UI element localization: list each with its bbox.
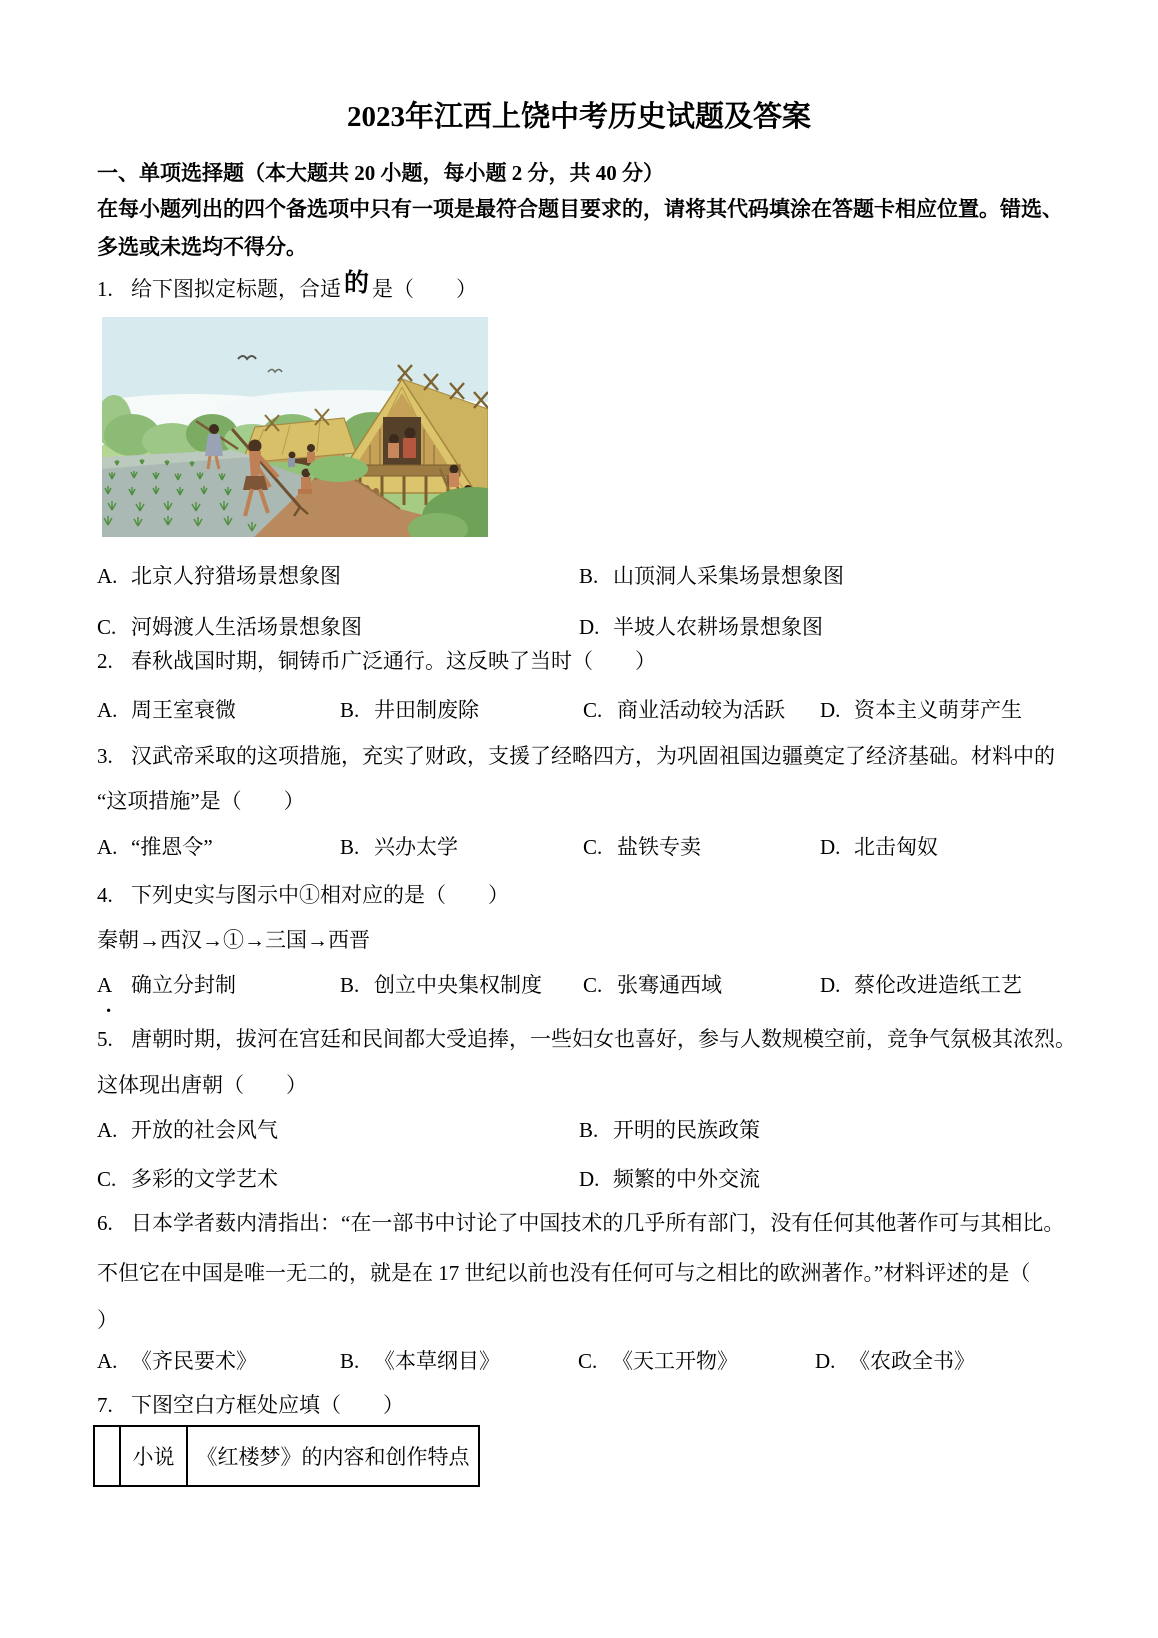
question-2-option-a: A. 周王室衰微 — [97, 698, 236, 722]
question-4-stem: 4. 下列史实与图示中①相对应的是（ ） — [97, 883, 509, 907]
question-1-illustration — [102, 317, 488, 537]
table-cell-blank — [94, 1426, 120, 1486]
question-7-table — [93, 1425, 480, 1487]
table-cell-description: 《红楼梦》的内容和创作特点 — [187, 1426, 479, 1486]
question-1-number: 1. — [97, 277, 113, 301]
question-5-option-a: A. 开放的社会风气 — [97, 1118, 278, 1142]
question-4-option-a: A 确立分封制 — [97, 973, 236, 997]
question-4-option-c: C. 张骞通西域 — [583, 973, 722, 997]
instructions-line-1: 在每小题列出的四个备选项中只有一项是最符合题目要求的，请将其代码填涂在答题卡相应位置。错选、 — [97, 197, 1063, 221]
question-4-option-d: D. 蔡伦改进造纸工艺 — [820, 973, 1022, 997]
question-5-stem-line2: 这体现出唐朝（ ） — [97, 1073, 307, 1097]
question-5-option-c: C. 多彩的文学艺术 — [97, 1167, 278, 1191]
question-5-option-b: B. 开明的民族政策 — [579, 1118, 760, 1142]
table-cell-category: 小说 — [120, 1426, 187, 1486]
question-6-option-a: A. 《齐民要术》 — [97, 1349, 257, 1373]
question-3-option-d: D. 北击匈奴 — [820, 835, 938, 859]
question-2-option-b: B. 井田制废除 — [340, 698, 479, 722]
question-1-option-a: A. 北京人狩猎场景想象图 — [97, 564, 341, 588]
instructions-line-2: 多选或未选均不得分。 — [97, 235, 307, 259]
question-1-stem: 1. 给下图拟定标题，合适 的 是（ ） — [97, 269, 477, 304]
question-4-timeline-diagram: 秦朝→西汉→①→三国→西晋 — [97, 928, 370, 952]
question-5-option-d: D. 频繁的中外交流 — [579, 1167, 760, 1191]
question-7-stem: 7. 下图空白方框处应填（ ） — [97, 1393, 404, 1417]
question-6-stem-line3: ） — [97, 1308, 118, 1332]
question-5-stem-line1: 5. 唐朝时期，拔河在宫廷和民间都大受追捧，一些妇女也喜好，参与人数规模空前，竞争气氛极其浓烈。 — [97, 1027, 1076, 1051]
bold-de-character: 的 — [344, 270, 370, 297]
question-2-option-c: C. 商业活动较为活跃 — [583, 698, 785, 722]
question-6-stem-line1: 6. 日本学者薮内清指出：“在一部书中讨论了中国技术的几乎所有部门，没有任何其他著作可与其相比。 — [97, 1211, 1065, 1235]
table-row — [94, 1426, 479, 1486]
question-3-stem-line2: “这项措施”是（ ） — [97, 789, 305, 813]
question-6-stem-line2: 不但它在中国是唯一无二的，就是在 17 世纪以前也没有任何可与之相比的欧洲著作。”材料评述的是（ — [97, 1261, 1031, 1285]
question-1-option-d: D. 半坡人农耕场景想象图 — [579, 615, 823, 639]
stray-dot: . — [106, 993, 112, 1017]
question-3-option-c: C. 盐铁专卖 — [583, 835, 701, 859]
section-heading: 一、单项选择题（本大题共 20 小题，每小题 2 分，共 40 分） — [97, 161, 664, 185]
question-3-option-b: B. 兴办太学 — [340, 835, 458, 859]
question-6-option-b: B. 《本草纲目》 — [340, 1349, 500, 1373]
question-6-option-d: D. 《农政全书》 — [815, 1349, 975, 1373]
question-6-option-c: C. 《天工开物》 — [578, 1349, 738, 1373]
question-1-option-b: B. 山顶洞人采集场景想象图 — [579, 564, 844, 588]
question-1-option-c: C. 河姆渡人生活场景想象图 — [97, 615, 362, 639]
question-2-stem: 2. 春秋战国时期，铜铸币广泛通行。这反映了当时（ ） — [97, 649, 656, 673]
question-3-stem-line1: 3. 汉武帝采取的这项措施，充实了财政，支援了经略四方，为巩固祖国边疆奠定了经济基础。材料中的 — [97, 744, 1055, 768]
question-2-option-d: D. 资本主义萌芽产生 — [820, 698, 1022, 722]
page-title: 2023年江西上饶中考历史试题及答案 — [346, 101, 811, 133]
question-3-option-a: A. “推恩令” — [97, 835, 213, 859]
question-4-option-b: B. 创立中央集权制度 — [340, 973, 542, 997]
